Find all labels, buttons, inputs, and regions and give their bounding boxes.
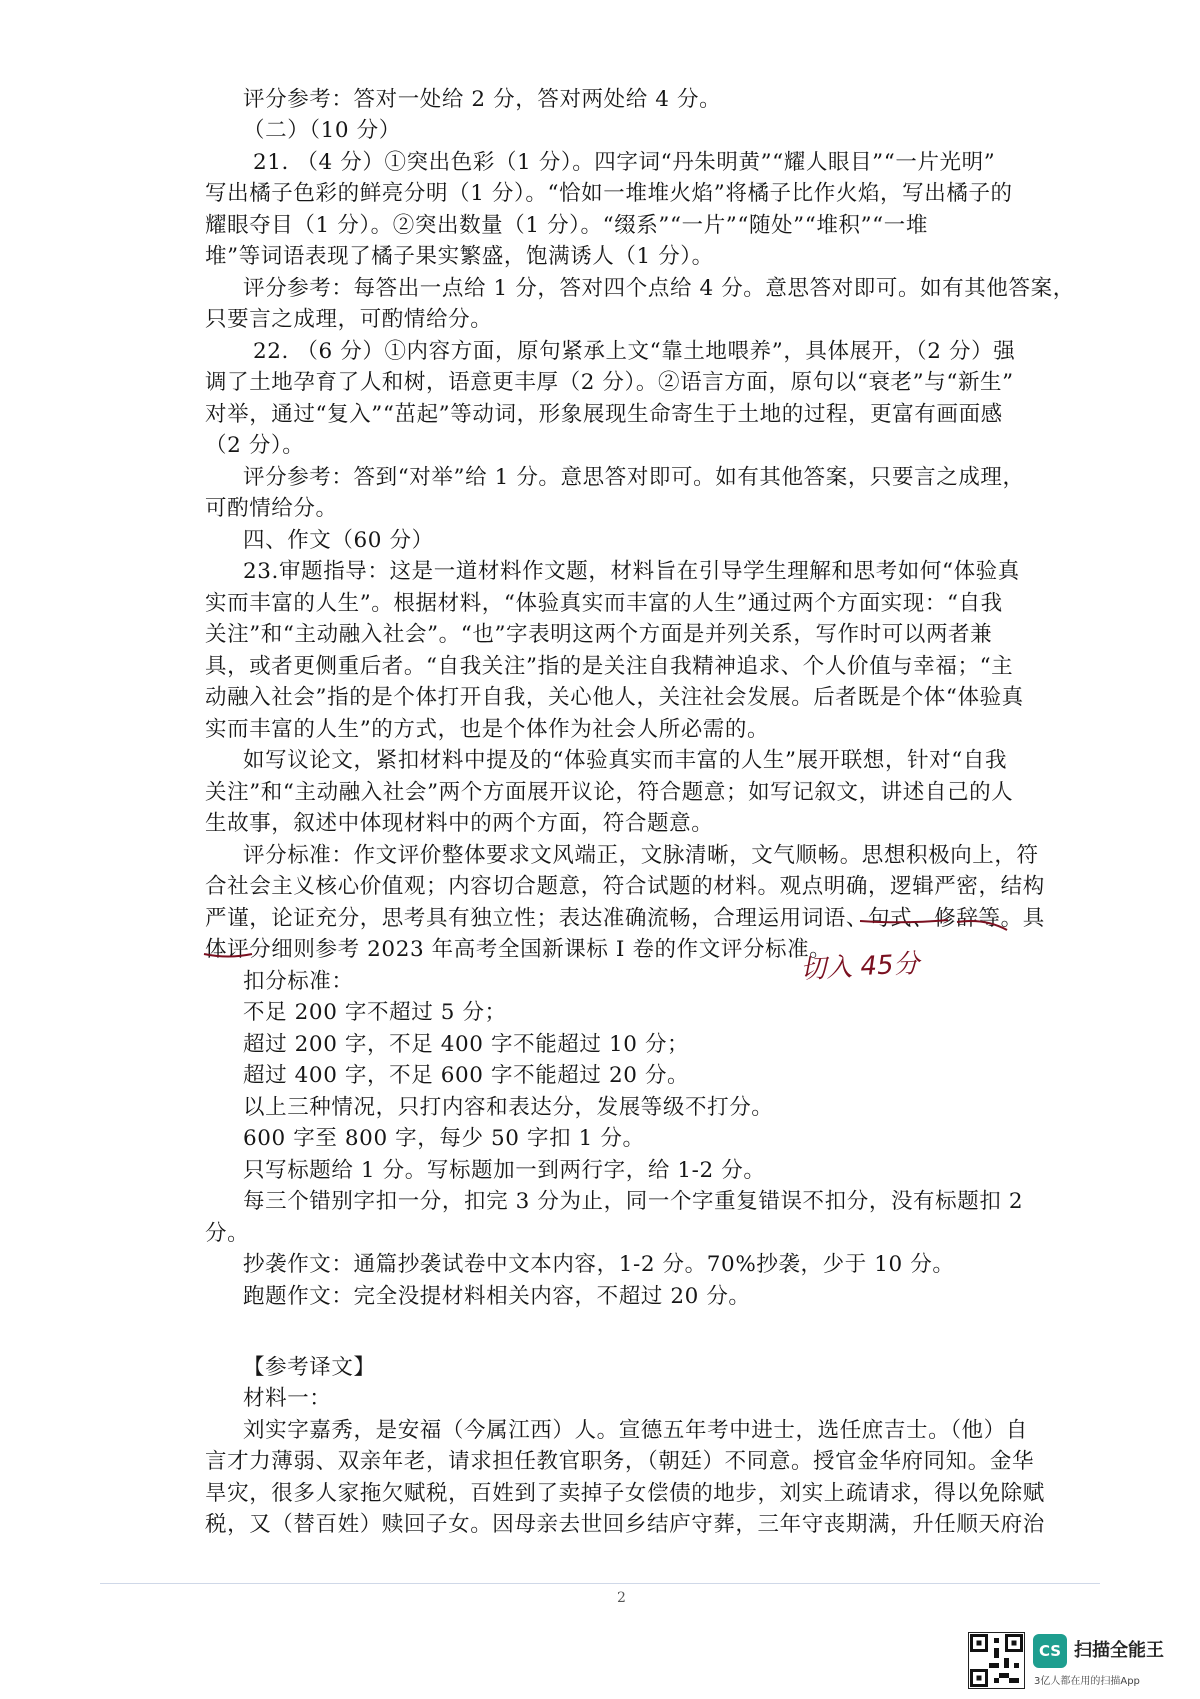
qr-code-icon	[968, 1632, 1025, 1689]
text-line: 超过 200 字，不足 400 字不能超过 10 分；	[243, 1032, 690, 1057]
text-line: 材料一：	[243, 1386, 332, 1411]
text-line: 税，又（替百姓）赎回子女。因母亲去世回乡结庐守葬，三年守丧期满，升任顺天府治	[205, 1512, 1045, 1537]
text-line: 600 字至 800 字，每少 50 字扣 1 分。	[243, 1126, 645, 1151]
section-heading: 四、作文（60 分）	[243, 528, 434, 553]
scanner-tagline: 3亿人都在用的扫描App	[1034, 1676, 1140, 1687]
section-heading: （二）（10 分）	[243, 118, 401, 143]
text-line: （2 分）。	[205, 433, 305, 458]
text-line: 评分参考：每答出一点给 1 分，答对四个点给 4 分。意思答对即可。如有其他答案，	[243, 276, 1075, 301]
text-line: 写出橘子色彩的鲜亮分明（1 分）。“恰如一堆堆火焰”将橘子比作火焰，写出橘子的	[205, 181, 1013, 206]
text-line: 旱灾，很多人家拖欠赋税，百姓到了卖掉子女偿债的地步，刘实上疏请求，得以免除赋	[205, 1481, 1045, 1506]
text-line: 如写议论文，紧扣材料中提及的“体验真实而丰富的人生”展开联想，针对“自我	[243, 748, 1008, 773]
text-line: 跑题作文：完全没提材料相关内容，不超过 20 分。	[243, 1284, 751, 1309]
text-line: 合社会主义核心价值观；内容切合题意，符合试题的材料。观点明确，逻辑严密，结构	[205, 874, 1045, 899]
text-line: 实而丰富的人生”的方式，也是个体作为社会人所必需的。	[205, 717, 770, 742]
text-line: 以上三种情况，只打内容和表达分，发展等级不打分。	[243, 1095, 774, 1120]
text-line: 具，或者更侧重后者。“自我关注”指的是关注自我精神追求、个人价值与幸福；“主	[205, 654, 1014, 679]
text-line: 言才力薄弱、双亲年老，请求担任教官职务，（朝廷）不同意。授官金华府同知。金华	[205, 1449, 1035, 1474]
text-line: 扣分标准：	[243, 969, 354, 994]
text-line: 只写标题给 1 分。写标题加一到两行字，给 1-2 分。	[243, 1158, 766, 1183]
text-line: 评分参考：答到“对举”给 1 分。意思答对即可。如有其他答案，只要言之成理，	[243, 465, 1025, 490]
text-line: 对举，通过“复入”“茁起”等动词，形象展现生命寄生于土地的过程，更富有画面感	[205, 402, 1003, 427]
text-line: 每三个错别字扣一分，扣完 3 分为止，同一个字重复错误不扣分，没有标题扣 2	[243, 1189, 1024, 1214]
text-line: 关注”和“主动融入社会”。“也”字表明这两个方面是并列关系，写作时可以两者兼	[205, 622, 993, 647]
footer-divider	[100, 1583, 1100, 1584]
section-heading: 【参考译文】	[243, 1355, 376, 1380]
text-line: 严谨，论证充分，思考具有独立性；表达准确流畅，合理运用词语、句式、修辞等。具	[205, 906, 1045, 931]
text-line: 动融入社会”指的是个体打开自我，关心他人，关注社会发展。后者既是个体“体验真	[205, 685, 1024, 710]
camscanner-logo: CS	[1033, 1634, 1067, 1668]
text-line: 22. （6 分）①内容方面，原句紧承上文“靠土地喂养”，具体展开，（2 分）强	[253, 339, 1016, 364]
text-line: 分。	[205, 1221, 250, 1246]
text-line: 实而丰富的人生”。根据材料，“体验真实而丰富的人生”通过两个方面实现：“自我	[205, 591, 1003, 616]
handwritten-underline	[955, 918, 1010, 932]
text-line: 21. （4 分）①突出色彩（1 分）。四字词“丹朱明黄”“耀人眼目”“一片光明”	[253, 150, 996, 175]
page-number: 2	[617, 1590, 626, 1606]
text-line: 体评分细则参考 2023 年高考全国新课标 I 卷的作文评分标准。	[205, 937, 832, 962]
handwritten-underline	[202, 950, 254, 960]
handwritten-underline	[858, 918, 950, 924]
text-line: 刘实字嘉秀，是安福（今属江西）人。宣德五年考中进士，选任庶吉士。（他）自	[243, 1418, 1028, 1443]
text-line: 生故事，叙述中体现材料中的两个方面，符合题意。	[205, 811, 714, 836]
text-line: 评分参考：答对一处给 2 分，答对两处给 4 分。	[243, 87, 722, 112]
text-line: 调了土地孕育了人和树，语意更丰厚（2 分）。②语言方面，原句以“衰老”与“新生”	[205, 370, 1014, 395]
text-line: 耀眼夺目（1 分）。②突出数量（1 分）。“缀系”“一片”“随处”“堆积”“一堆	[205, 213, 928, 238]
text-line: 超过 400 字，不足 600 字不能超过 20 分。	[243, 1063, 690, 1088]
text-line: 堆”等词语表现了橘子果实繁盛，饱满诱人（1 分）。	[205, 244, 714, 269]
handwritten-note: 切入 45分	[799, 948, 921, 986]
text-line: 评分标准：作文评价整体要求文风端正，文脉清晰，文气顺畅。思想积极向上，符	[243, 843, 1039, 868]
scanner-watermark	[968, 1632, 1188, 1692]
text-line: 可酌情给分。	[205, 496, 338, 521]
text-line: 抄袭作文：通篇抄袭试卷中文本内容，1-2 分。70%抄袭，少于 10 分。	[243, 1252, 955, 1277]
scanner-brand: 扫描全能王	[1074, 1640, 1164, 1661]
text-line: 只要言之成理，可酌情给分。	[205, 307, 493, 332]
text-line: 23.审题指导：这是一道材料作文题，材料旨在引导学生理解和思考如何“体验真	[243, 559, 1020, 584]
text-line: 不足 200 字不超过 5 分；	[243, 1000, 507, 1025]
text-line: 关注”和“主动融入社会”两个方面展开议论，符合题意；如写记叙文，讲述自己的人	[205, 780, 1014, 805]
